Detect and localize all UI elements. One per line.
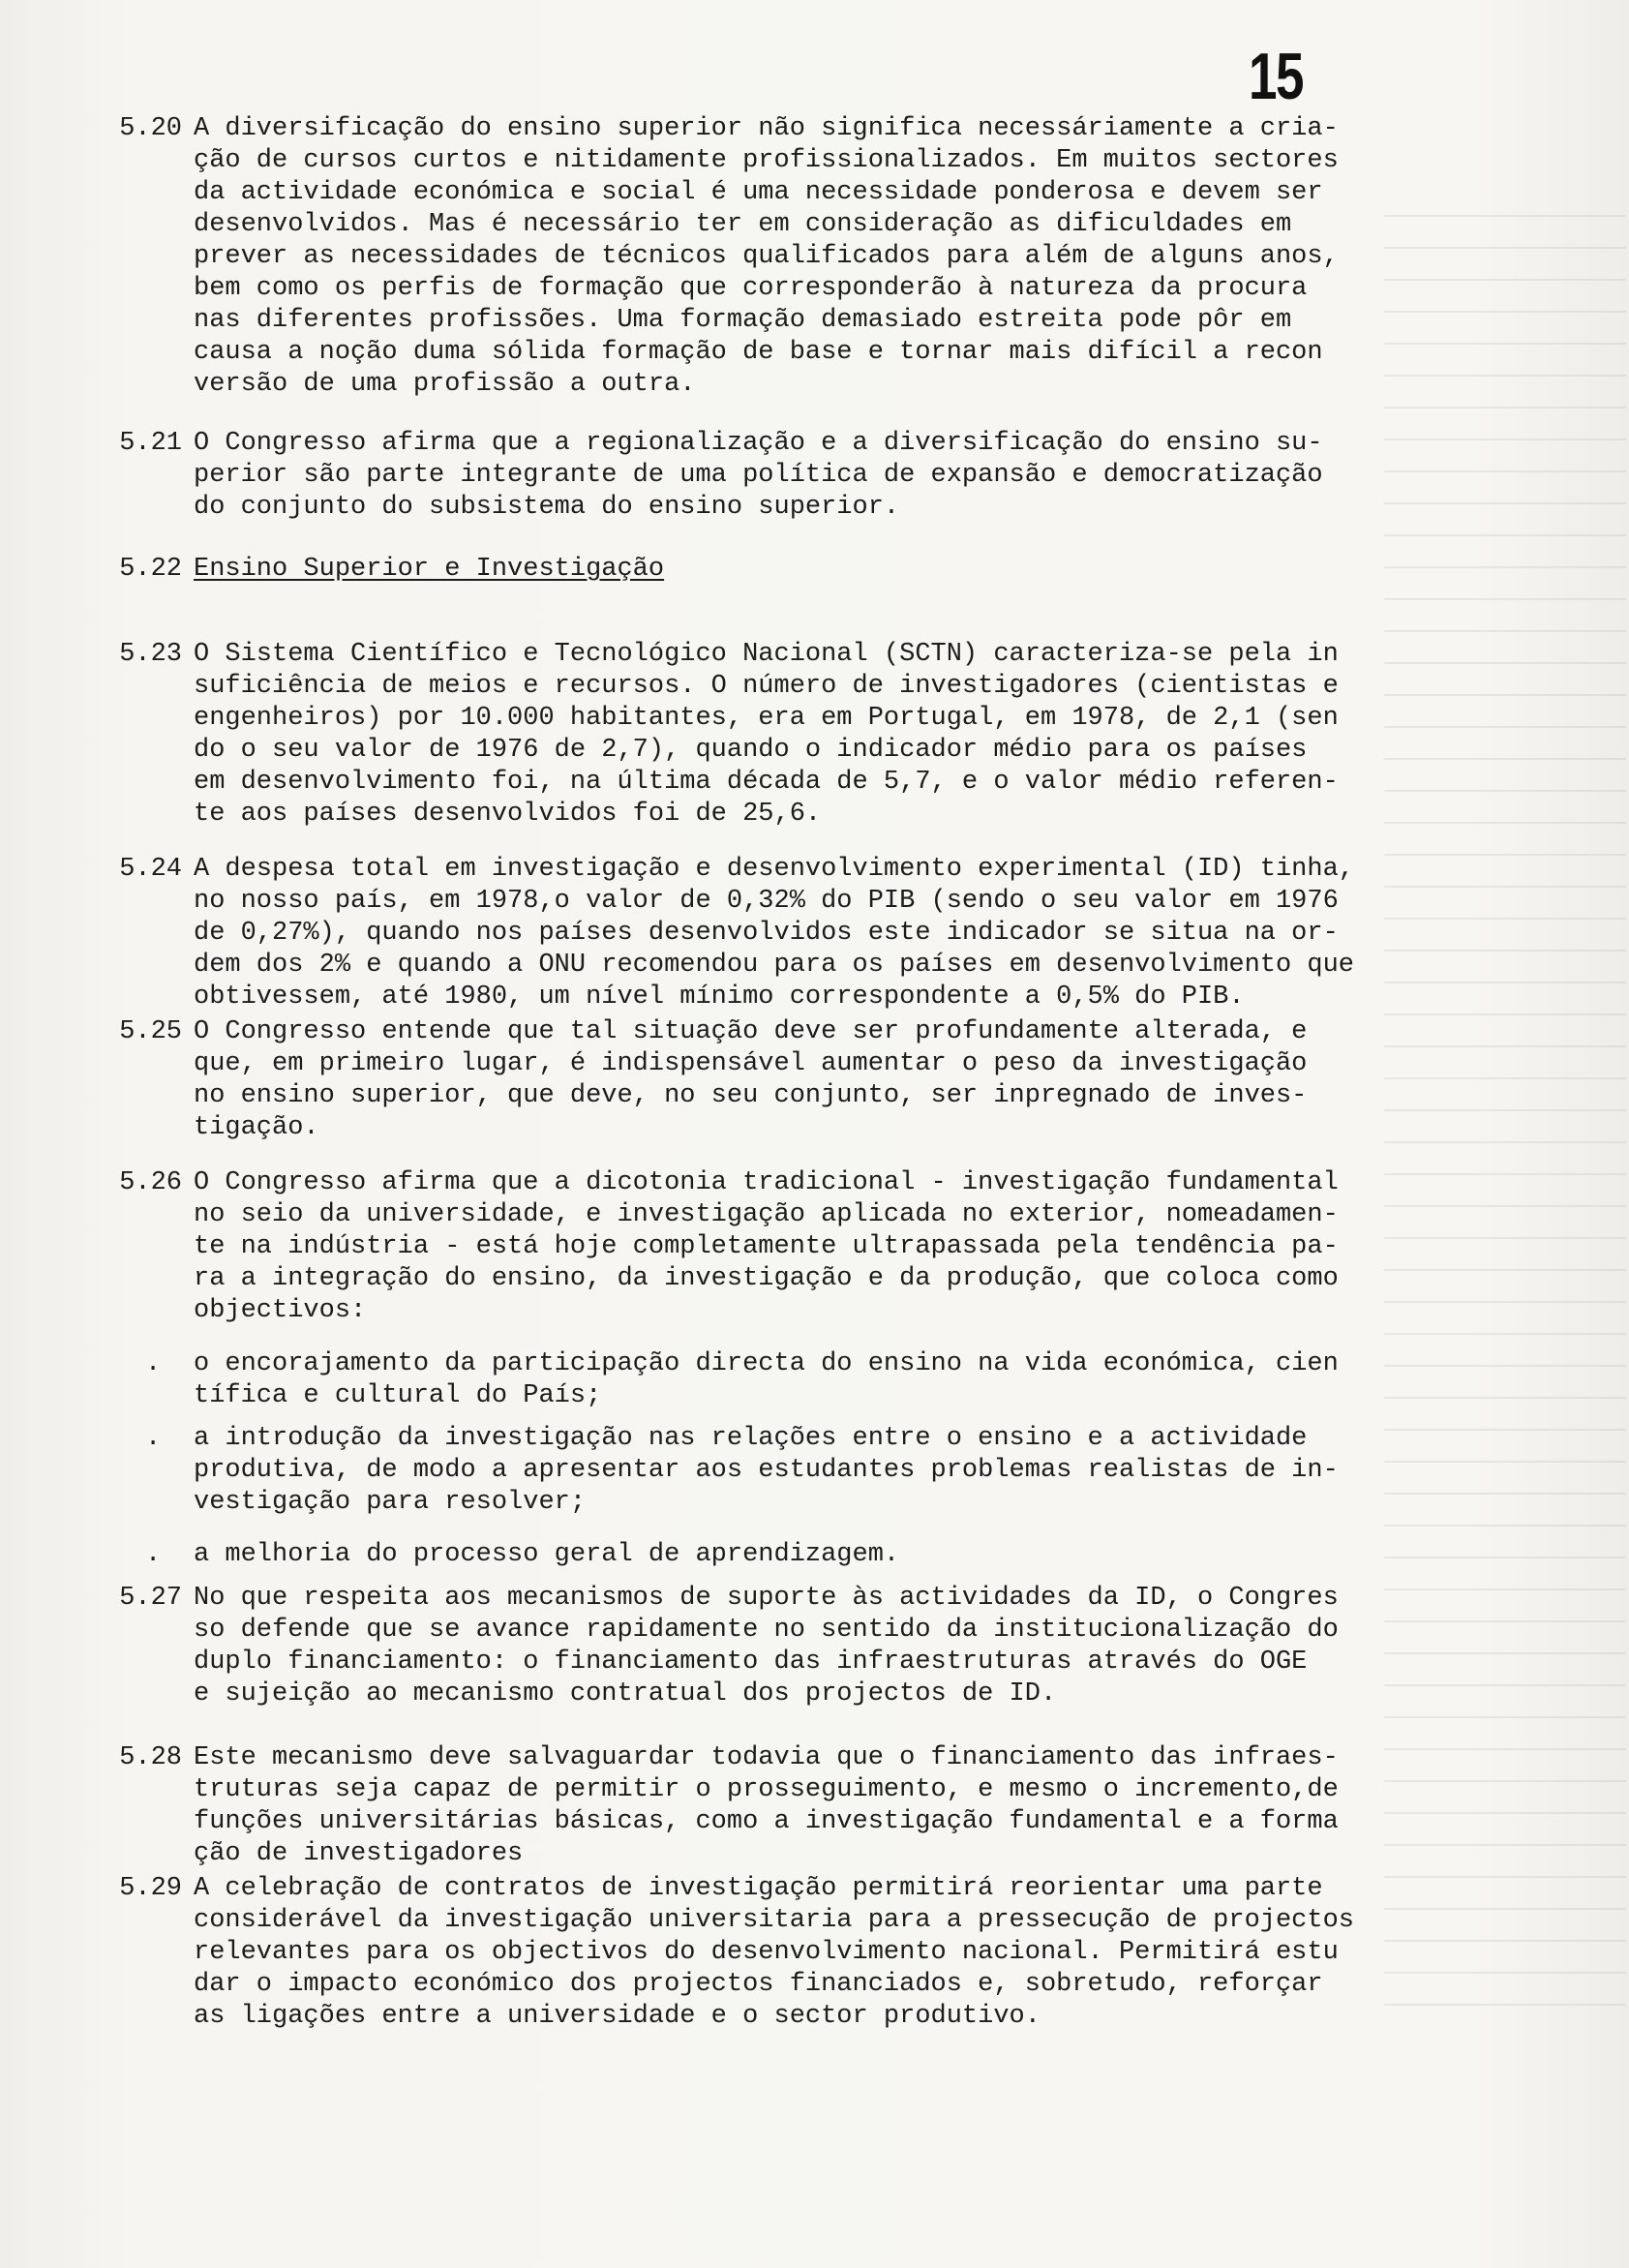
paragraph-number: 5.24 (119, 855, 182, 884)
bullet-text: o encorajamento da participação directa do ensino na vida económica, cien tífica e cultural do País; (194, 1349, 1339, 1410)
paragraph-number: 5.20 (119, 114, 182, 143)
bullet-mark: . (145, 1424, 162, 1453)
paragraph-text: O Congresso afirma que a regionalização e a diversificação do ensino su- perior são parte integrante de uma política de expansão e democratização do conjunto do subsistema do ensino superior. (194, 429, 1323, 522)
paragraph-number: 5.21 (119, 429, 182, 458)
paragraph-number: 5.28 (119, 1743, 182, 1772)
paragraph-text: Este mecanismo deve salvaguardar todavia que o financiamento das infraes- truturas seja capaz de permitir o prosseguimento, e mesmo o incremento,de funções universitárias básicas, como a investigação fundamental e a forma ção de investigadores (194, 1743, 1339, 1868)
section-heading: Ensino Superior e Investigação (194, 555, 665, 584)
bullet-text: a melhoria do processo geral de aprendizagem. (194, 1540, 900, 1569)
paragraph-number: 5.22 (119, 555, 182, 584)
paragraph-text: A despesa total em investigação e desenvolvimento experimental (ID) tinha, no nosso país, em 1978,o valor de 0,32% do PIB (sendo o seu valor em 1976 de 0,27%), quando nos países desenvolvidos este indicador se situa na or- dem dos 2% e quando a ONU recomendou para os países em desenvolvimento que obtivessem, até 1980, um nível mínimo correspondente a 0,5% do PIB. (194, 855, 1354, 1012)
paragraph-text: O Sistema Científico e Tecnológico Nacional (SCTN) caracteriza-se pela in suficiência de meios e recursos. O número de investigadores (cientistas e engenheiros) por 10.000 habitantes, era em Portugal, em 1978, de 2,1 (sen do o seu valor de 1976 de 2,7), quando o indicador médio para os países em desenvolvimento foi, na última década de 5,7, e o valor médio referen- te aos países desenvolvidos foi de 25,6. (194, 640, 1339, 829)
paragraph-number: 5.26 (119, 1168, 182, 1197)
paragraph-text: A celebração de contratos de investigação permitirá reorientar uma parte considerável da investigação universitaria para a pressecução de projectos relevantes para os objectivos do desenvolvimento nacional. Permitirá estu dar o impacto económico dos projectos financiados e, sobretudo, reforçar as ligações entre a universidade e o sector produtivo. (194, 1874, 1354, 2031)
paragraph-text: No que respeita aos mecanismos de suporte às actividades da ID, o Congres so defende que se avance rapidamente no sentido da institucionalização do duplo financiamento: o financiamento das infraestruturas através do OGE e sujeição ao mecanismo contratual dos projectos de ID. (194, 1584, 1339, 1709)
paragraph-text: O Congresso entende que tal situação deve ser profundamente alterada, e que, em primeiro lugar, é indispensável aumentar o peso da investigação no ensino superior, que deve, no seu conjunto, ser inpregnado de inves- tigação. (194, 1017, 1308, 1142)
bullet-text: a introdução da investigação nas relações entre o ensino e a actividade produtiva, de modo a apresentar aos estudantes problemas realistas de in- vestigação para resolver; (194, 1424, 1339, 1517)
bullet-mark: . (145, 1540, 162, 1569)
paragraph-text: O Congresso afirma que a dicotonia tradicional - investigação fundamental no seio da universidade, e investigação aplicada no exterior, nomeadamen- te na indústria - está hoje completamente ultrapassada pela tendência pa- ra a integração do ensino, da investigação e da produção, que coloca como objectivos: (194, 1168, 1339, 1325)
bullet-mark: . (145, 1349, 162, 1378)
paragraph-number: 5.23 (119, 640, 182, 669)
paragraph-text: A diversificação do ensino superior não significa necessáriamente a cria- ção de cursos curtos e nitidamente profissionalizados. Em muitos sectores da actividade económica e social é uma necessidade ponderosa e devem ser desenvolvidos. Mas é necessário ter em consideração as dificuldades em prever as necessidades de técnicos qualificados para além de alguns anos, bem como os perfis de formação que corresponderão à natureza da procura nas diferentes profissões. Uma formação demasiado estreita pode pôr em causa a noção duma sólida formação de base e tornar mais difícil a recon versão de uma profissão a outra. (194, 114, 1339, 399)
paragraph-number: 5.25 (119, 1017, 182, 1046)
page-number: 15 (1249, 40, 1303, 113)
paragraph-number: 5.27 (119, 1584, 182, 1613)
paragraph-number: 5.29 (119, 1874, 182, 1903)
